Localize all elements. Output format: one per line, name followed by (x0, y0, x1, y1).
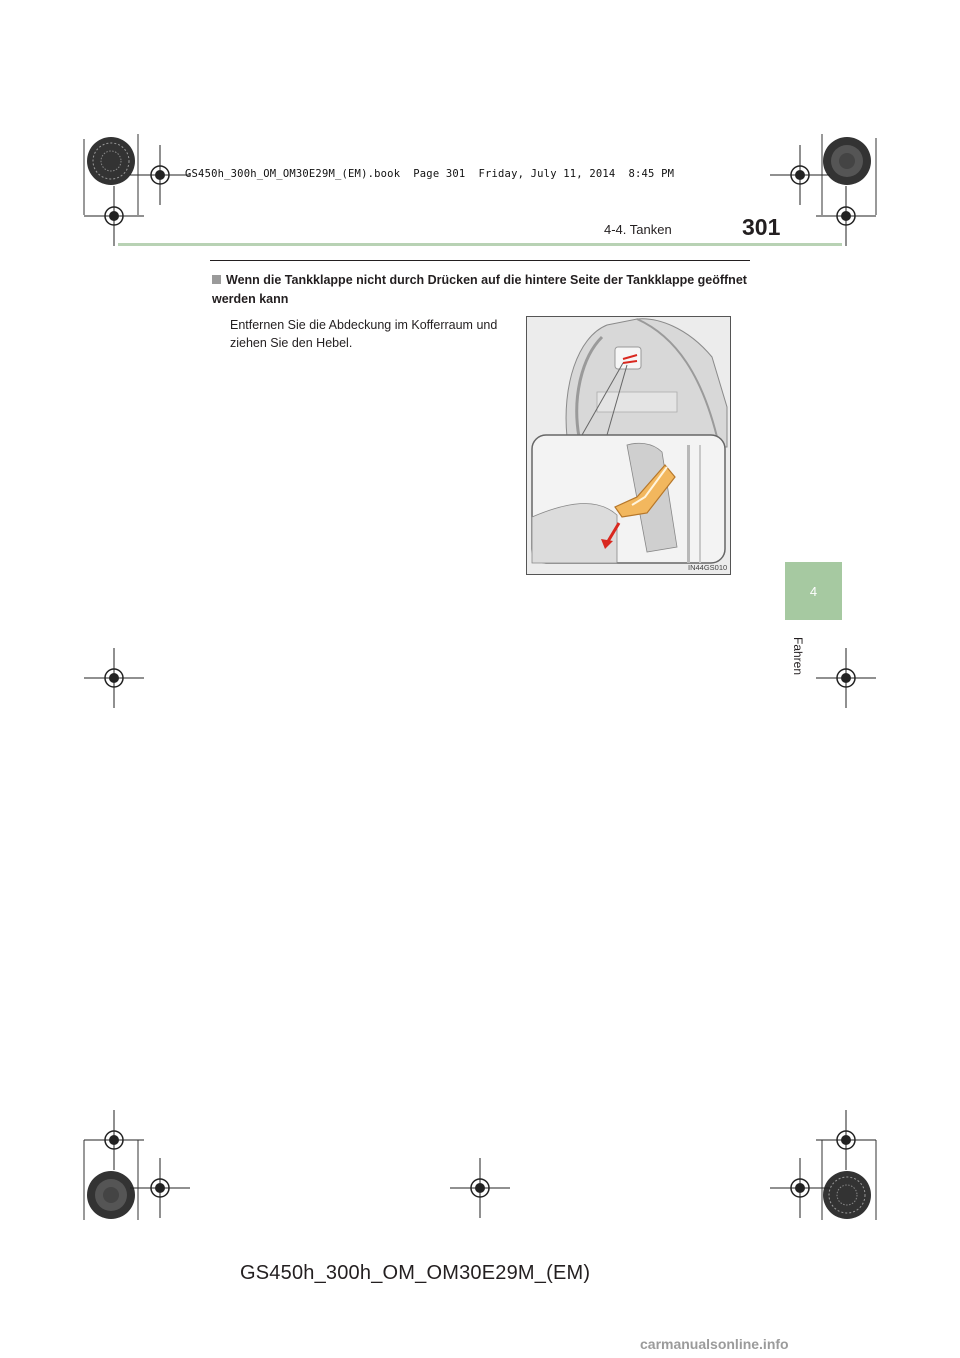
trunk-lever-illustration (526, 316, 731, 575)
square-bullet-icon (212, 275, 221, 284)
header-rule (118, 243, 842, 246)
watermark[interactable]: carmanualsonline.info (640, 1336, 789, 1352)
chapter-label: Fahren (791, 636, 805, 676)
subsection-heading-text: Wenn die Tankklappe nicht durch Drücken auf die hintere Seite der Tankklappe geöffnet werden kann (212, 273, 747, 306)
page-number: 301 (742, 214, 781, 240)
content-rule (210, 260, 750, 261)
chapter-tab[interactable] (785, 562, 842, 620)
section-title: 4-4. Tanken (604, 222, 672, 237)
subsection-heading (212, 271, 757, 309)
footer-model-code: GS450h_300h_OM_OM30E29M_(EM) (240, 1262, 591, 1284)
book-file-info: GS450h_300h_OM_OM30E29M_(EM).book Page 301 Friday, July 11, 2014 8:45 PM (185, 168, 675, 180)
chapter-number: 4 (809, 583, 818, 599)
trunk-lever-drawing (527, 317, 730, 574)
figure-code: IN44GS010 (688, 563, 728, 572)
instruction-text: Entfernen Sie die Abdeckung im Kofferraum und ziehen Sie den Hebel. (230, 318, 498, 350)
